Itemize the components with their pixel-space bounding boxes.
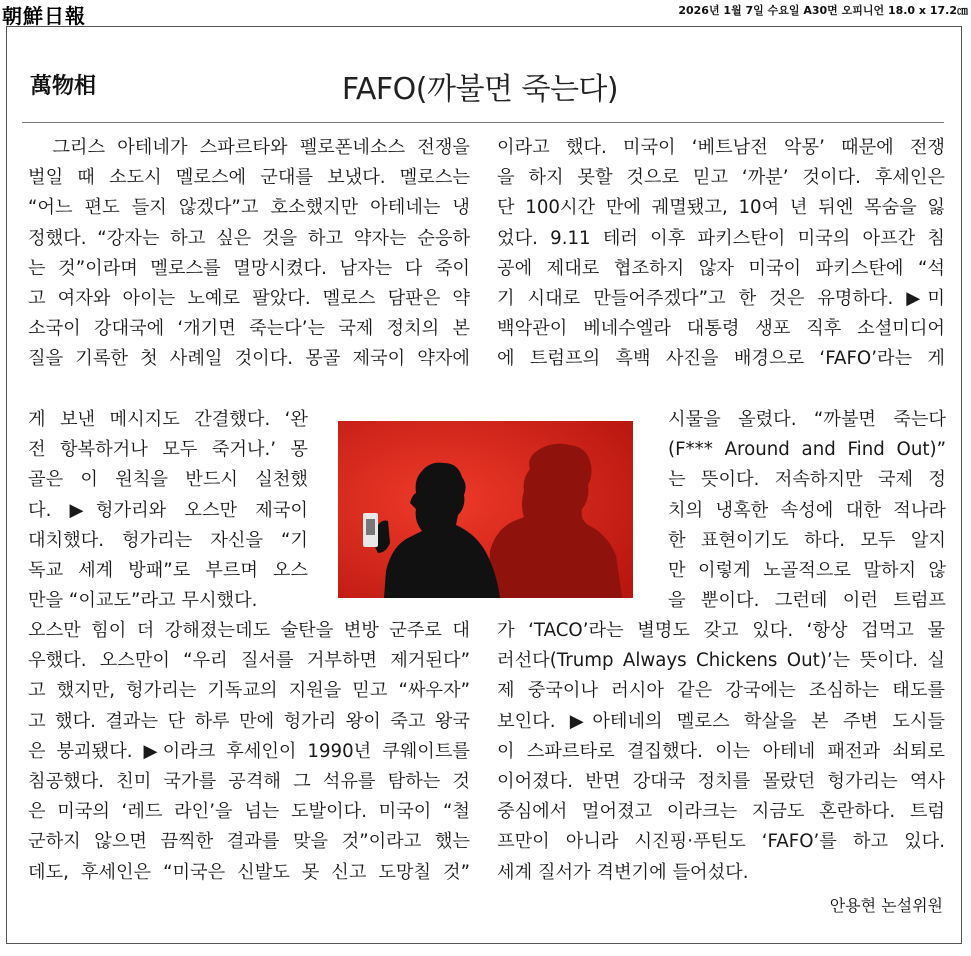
body-line: 중심에서 멀어졌고 이라크는 지금도 혼란하다. 트럼 <box>497 801 945 823</box>
body-line: 벌일 때 소도시 멜로스에 군대를 보냈다. 멜로스는 <box>28 167 470 189</box>
body-line: 는 뜻이다. 저속하지만 국제 정 <box>668 469 946 491</box>
phone-photo <box>366 519 375 535</box>
body-line: 는 것”이라며 멜로스를 멸망시켰다. 남자는 다 죽이 <box>28 257 470 279</box>
body-line: 이어졌다. 반면 강대국 정치를 몰랐던 헝가리는 역사 <box>497 770 945 792</box>
body-line: 질을 기록한 첫 사례일 것이다. 몽골 제국이 약자에 <box>28 348 470 370</box>
body-line: 은 미국의 ‘레드 라인’을 넘는 도발이다. 미국이 “철 <box>28 801 470 823</box>
illustration-photo <box>338 421 633 598</box>
masthead <box>0 0 971 28</box>
body-line: 정했다. “강자는 하고 싶은 것을 하고 약자는 순응하 <box>28 227 470 249</box>
headline: FAFO(까불면 죽는다) <box>341 72 619 107</box>
body-line: “어느 편도 들지 않겠다”고 호소했지만 아테네는 냉 <box>28 197 470 219</box>
body-line: 골은 이 원칙을 반드시 실천했 <box>28 469 308 491</box>
silhouette-illustration <box>338 421 633 598</box>
edition-info: 2026년 1월 7일 수요일 A30면 오피니언 18.0 x 17.2㎝ <box>678 4 968 17</box>
byline: 안용현 논설위원 <box>829 896 943 915</box>
body-line: 이라고 했다. 미국이 ‘베트남전 악몽’ 때문에 전쟁 <box>497 137 945 158</box>
body-line: 기 시대로 만들어주겠다”고 한 것은 유명하다. ▶미 <box>497 287 945 309</box>
body-left-bottom <box>28 616 470 888</box>
body-line: 만 이렇게 노골적으로 말하지 않 <box>668 559 946 581</box>
body-line: 전 항복하거나 모두 죽거나.’ 몽 <box>28 439 308 461</box>
body-line: 시물을 올렸다. “까불면 죽는다 <box>668 409 946 430</box>
body-line: 만을 “이교도”라고 무시했다. <box>28 590 258 612</box>
body-left-mid <box>28 405 308 616</box>
body-line: 공에 제대로 협조하지 않자 미국이 파키스탄에 “석 <box>497 257 945 279</box>
body-line: 치의 냉혹한 속성에 대한 적나라 <box>668 499 946 521</box>
body-line: 고 했다. 결과는 단 하루 만에 헝가리 왕이 죽고 왕국 <box>28 710 470 732</box>
body-line: (F*** Around and Find Out)” <box>668 439 946 461</box>
body-line: 을 뿐이다. 그런데 이런 트럼프 <box>668 590 946 612</box>
body-line: 은 붕괴됐다. ▶이라크 후세인이 1990년 쿠웨이트를 <box>28 740 470 762</box>
body-line: 고 여자와 아이는 노예로 팔았다. 멜로스 담판은 약 <box>28 287 470 309</box>
body-line: 그리스 아테네가 스파르타와 펠로폰네소스 전쟁을 <box>28 137 470 158</box>
body-line: 침공했다. 친미 국가를 공격해 그 석유를 탐하는 것 <box>28 770 470 792</box>
body-line: 백악관이 베네수엘라 대통령 생포 직후 소셜미디어 <box>497 318 945 340</box>
body-line: 게 보낸 메시지도 간결했다. ‘완 <box>28 409 308 430</box>
body-line: 가 ‘TACO’라는 별명도 갖고 있다. ‘항상 겁먹고 물 <box>497 620 945 641</box>
body-line: 오스만 힘이 더 강해졌는데도 술탄을 변방 군주로 대 <box>28 620 470 641</box>
body-line: 제 중국이나 러시아 같은 강국에는 조심하는 태도를 <box>497 680 945 702</box>
body-line: 프만이 아니라 시진핑·푸틴도 ‘FAFO’를 하고 있다. <box>497 831 945 853</box>
body-line: 우했다. 오스만이 “우리 질서를 거부하면 제거된다” <box>28 650 470 672</box>
body-right-mid <box>668 405 946 616</box>
body-line: 세계 질서가 격변기에 들어섰다. <box>497 861 749 883</box>
body-line: 한 표현이기도 하다. 모두 알지 <box>668 529 946 551</box>
body-line: 을 하지 못할 것으로 믿고 ‘까분’ 것이다. 후세인은 <box>497 167 945 189</box>
body-line: 데도, 후세인은 “미국은 신발도 못 신고 도망칠 것” <box>28 861 470 883</box>
body-line: 단 100시간 만에 궤멸됐고, 10여 년 뒤엔 목숨을 잃 <box>497 197 945 219</box>
body-line: 이 스파르타로 결집했다. 이는 아테네 패전과 쇠퇴로 <box>497 740 945 762</box>
body-line: 다. ▶헝가리와 오스만 제국이 <box>28 499 308 521</box>
body-line: 독교 세계 방패”로 부르며 오스 <box>28 559 308 581</box>
newspaper-logo: 朝鮮日報 <box>2 4 86 28</box>
column-name: 萬物相 <box>30 73 97 99</box>
body-line: 고 했지만, 헝가리는 기독교의 지원을 믿고 “싸우자” <box>28 680 470 702</box>
body-line: 대치했다. 헝가리는 자신을 “기 <box>28 529 308 551</box>
body-line: 군하지 않으면 끔찍한 결과를 맞을 것”이라고 했는 <box>28 831 470 853</box>
body-line: 었다. 9.11 테러 이후 파키스탄이 미국의 아프간 침 <box>497 227 945 249</box>
headline-divider <box>22 122 944 123</box>
body-line: 소국이 강대국에 ‘개기면 죽는다’는 국제 정치의 본 <box>28 318 470 340</box>
body-line: 보인다. ▶아테네의 멜로스 학살을 본 주변 도시들 <box>497 710 945 732</box>
body-left-top <box>28 133 470 375</box>
body-line: 러선다(Trump Always Chickens Out)’는 뜻이다. 실 <box>497 650 945 672</box>
body-right-bottom <box>497 616 945 888</box>
body-right-top <box>497 133 945 375</box>
body-line: 에 트럼프의 흑백 사진을 배경으로 ‘FAFO’라는 게 <box>497 348 945 370</box>
